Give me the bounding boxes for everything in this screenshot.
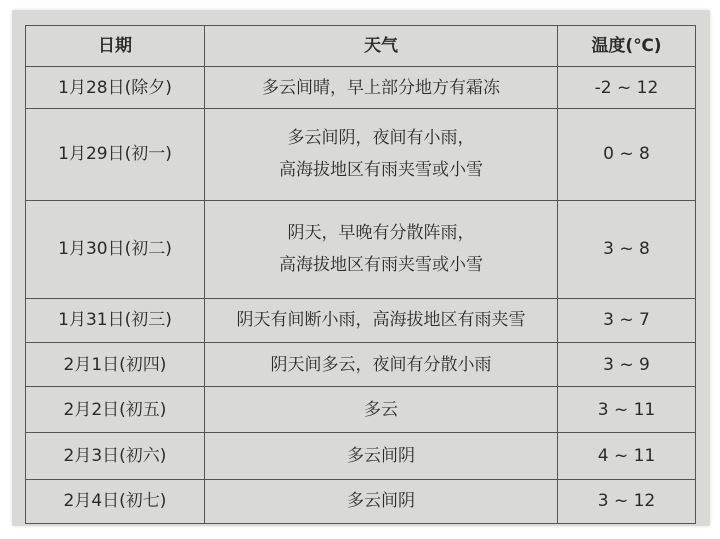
date-cell: 1月29日(初一): [26, 109, 205, 201]
temperature-cell: 3 ~ 7: [558, 298, 696, 342]
date-cell: 2月3日(初六): [26, 433, 205, 479]
temperature-cell: 3 ~ 8: [558, 200, 696, 298]
date-cell: 1月30日(初二): [26, 200, 205, 298]
table-row: [26, 200, 696, 298]
table-row: [26, 387, 696, 433]
weather-cell: [205, 387, 558, 433]
date-column-header: 日期: [26, 26, 205, 67]
table-row: [26, 67, 696, 109]
weather-text: 高海拔地区有雨夹雪或小雪: [279, 160, 483, 181]
weather-column-header: 天气: [205, 26, 558, 67]
weather-cell: [205, 67, 558, 109]
temperature-cell: 3 ~ 9: [558, 342, 696, 386]
table-row: [26, 433, 696, 479]
date-cell: 2月1日(初四): [26, 342, 205, 386]
weather-cell: [205, 298, 558, 342]
temperature-cell: -2 ~ 12: [558, 67, 696, 109]
date-cell: 1月31日(初三): [26, 298, 205, 342]
table-row: [26, 342, 696, 386]
date-cell: 1月28日(除夕): [26, 67, 205, 109]
weather-text: 阴天间多云，夜间有分散小雨: [270, 354, 492, 375]
weather-text: 多云间阴，夜间有小雨，: [287, 128, 475, 149]
weather-forecast-table: [25, 25, 696, 524]
table-row: [26, 109, 696, 201]
temperature-cell: 3 ~ 12: [558, 479, 696, 523]
weather-text: 高海拔地区有雨夹雪或小雪: [279, 255, 483, 276]
date-cell: 2月2日(初五): [26, 387, 205, 433]
temperature-cell: 4 ~ 11: [558, 433, 696, 479]
weather-text: 多云: [364, 399, 398, 420]
table-row: [26, 479, 696, 523]
weather-text: 阴天有间断小雨，高海拔地区有雨夹雪: [236, 310, 526, 331]
temperature-cell: 3 ~ 11: [558, 387, 696, 433]
table-row: [26, 298, 696, 342]
weather-cell: [205, 342, 558, 386]
temperature-cell: 0 ~ 8: [558, 109, 696, 201]
weather-cell: [205, 109, 558, 201]
weather-cell: [205, 479, 558, 523]
weather-text: 多云间晴，早上部分地方有霜冻: [262, 77, 500, 98]
weather-text: 阴天，早晚有分散阵雨，: [287, 223, 475, 244]
weather-cell: [205, 433, 558, 479]
weather-text: 多云间阴: [347, 491, 415, 512]
header-row: [26, 26, 696, 67]
weather-text: 多云间阴: [347, 446, 415, 467]
weather-cell: [205, 200, 558, 298]
date-cell: 2月4日(初七): [26, 479, 205, 523]
temperature-column-header: 温度(℃): [558, 26, 696, 67]
